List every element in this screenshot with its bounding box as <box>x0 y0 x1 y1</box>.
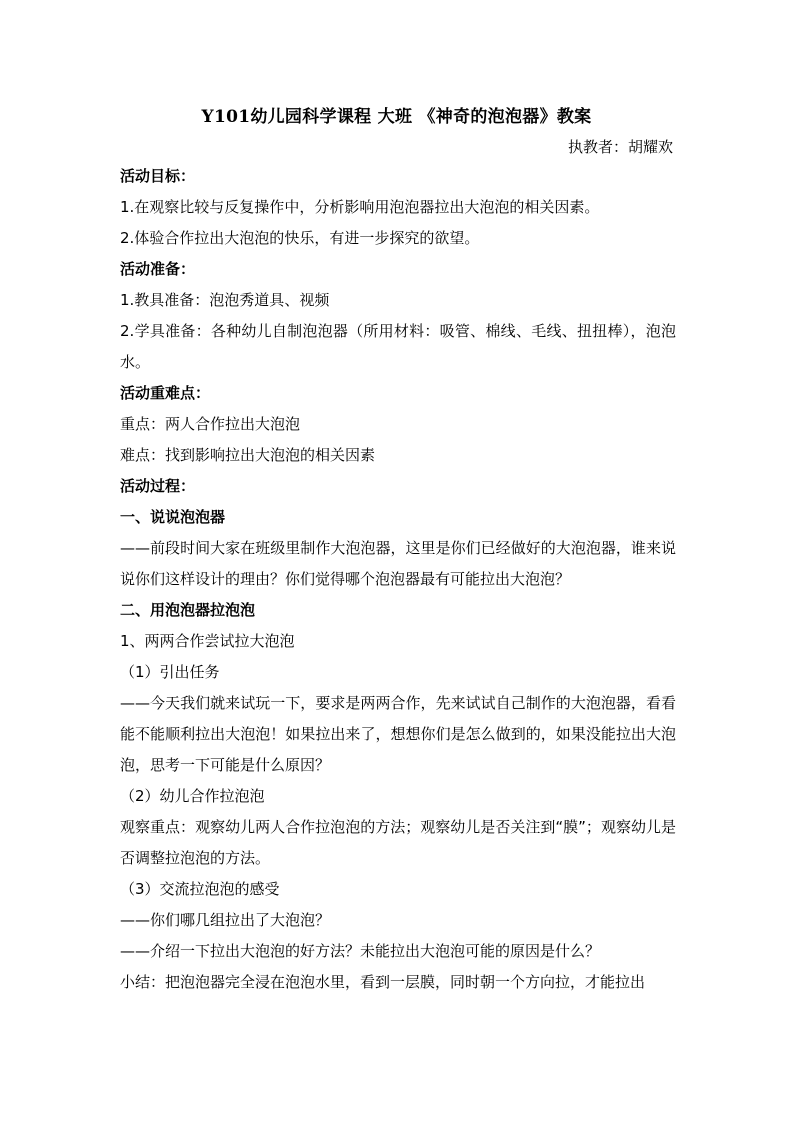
part2-heading: 二、用泡泡器拉泡泡 <box>120 601 256 619</box>
prep-item-2: 2.学具准备：各种幼儿自制泡泡器（所用材料：吸管、棉线、毛线、扭扭棒），泡泡水。 <box>120 322 676 371</box>
goals-heading: 活动目标： <box>120 167 196 185</box>
part1-heading: 一、说说泡泡器 <box>120 508 226 526</box>
step1-sub3-q1: ——你们哪几组拉出了大泡泡？ <box>120 911 331 929</box>
part1-text: ——前段时间大家在班级里制作大泡泡器，这里是你们已经做好的大泡泡器，谁来说说你们这样设计的理由？你们觉得哪个泡泡器最有可能拉出大泡泡？ <box>120 539 676 588</box>
process-heading: 活动过程： <box>120 477 196 495</box>
prep-heading: 活动准备： <box>120 260 196 278</box>
step1-sub3-q2: ——介绍一下拉出大泡泡的好方法？未能拉出大泡泡可能的原因是什么？ <box>120 942 601 960</box>
step1-sub3: （3）交流拉泡泡的感受 <box>120 880 280 898</box>
goal-item-2: 2.体验合作拉出大泡泡的快乐，有进一步探究的欲望。 <box>120 229 480 247</box>
document-body <box>120 161 676 998</box>
summary-text: 小结：把泡泡器完全浸在泡泡水里，看到一层膜，同时朝一个方向拉，才能拉出 <box>120 973 646 991</box>
key-point: 重点：两人合作拉出大泡泡 <box>120 415 301 433</box>
step1-sub1-text: ——今天我们就来试玩一下，要求是两两合作，先来试试自己制作的大泡泡器，看看能不能顺利拉出大泡泡！如果拉出来了，想想你们是怎么做到的，如果没能拉出大泡泡，思考一下可能是什么原因？ <box>120 694 676 774</box>
document-author: 执教者：胡耀欢 <box>567 138 673 156</box>
step1-heading: 1、两两合作尝试拉大泡泡 <box>120 632 295 650</box>
goal-item-1: 1.在观察比较与反复操作中，分析影响用泡泡器拉出大泡泡的相关因素。 <box>120 198 600 216</box>
step1-sub2: （2）幼儿合作拉泡泡 <box>120 787 265 805</box>
document-title: Y101幼儿园科学课程 大班 《神奇的泡泡器》教案 <box>201 107 592 127</box>
key-heading: 活动重难点： <box>120 384 211 402</box>
step1-sub2-text: 观察重点：观察幼儿两人合作拉泡泡的方法；观察幼儿是否关注到“膜”；观察幼儿是否调整拉泡泡的方法。 <box>120 818 676 867</box>
prep-item-1: 1.教具准备：泡泡秀道具、视频 <box>120 291 330 309</box>
step1-sub1: （1）引出任务 <box>120 663 220 681</box>
difficult-point: 难点：找到影响拉出大泡泡的相关因素 <box>120 446 376 464</box>
